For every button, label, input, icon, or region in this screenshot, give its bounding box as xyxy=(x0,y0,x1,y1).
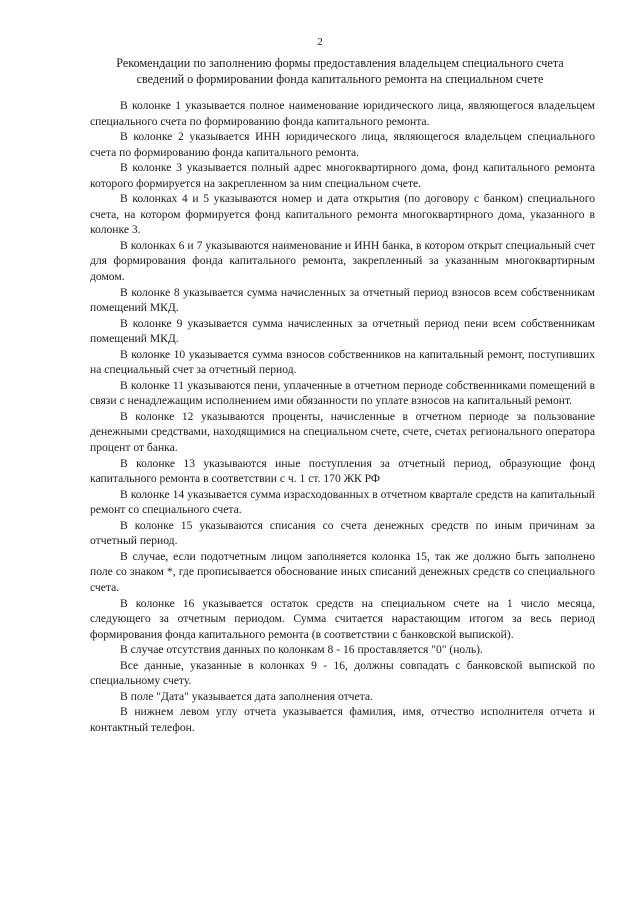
paragraph-column-11: В колонке 11 указываются пени, уплаченные в отчетном периоде собственниками помещений в связи с ненадлежащим исполнением ими обязанности по уплате взносов на капитальный ремонт. xyxy=(90,378,595,408)
paragraph-column-10: В колонке 10 указывается сумма взносов собственников на капитальный ремонт, поступивших на специальный счет за отчетный период. xyxy=(90,347,595,377)
paragraph-bank-statement-match: Все данные, указанные в колонках 9 - 16, должны совпадать с банковской выпиской по специальному счету. xyxy=(90,658,595,688)
paragraph-column-2: В колонке 2 указывается ИНН юридического лица, являющегося владельцем специального счета по формированию фонда капитального ремонта. xyxy=(90,130,595,159)
paragraph-columns-4-5: В колонках 4 и 5 указываются номер и дата открытия (по договору с банком) специального счета, на котором формируется фонд капитального ремонта многоквартирного дома, указанного в колонке 3. xyxy=(90,192,595,237)
paragraph-column-1: В колонке 1 указывается полное наименование юридического лица, являющегося владельцем специального счета по формированию фонда капитального ремонта. xyxy=(90,99,595,128)
paragraph-column-3: В колонке 3 указывается полный адрес многоквартирного дома, фонд капитального ремонта которого формируется на закрепленном за ним специальном счете. xyxy=(90,161,595,190)
paragraph-columns-6-7: В колонках 6 и 7 указываются наименование и ИНН банка, в котором открыт специальный счет для формирования фонда капитального ремонта, закрепленный за указанным многоквартирным домом. xyxy=(90,238,595,284)
paragraph-executor-info: В нижнем левом углу отчета указывается фамилия, имя, отчество исполнителя отчета и контактный телефон. xyxy=(90,705,595,734)
paragraph-column-15: В колонке 15 указываются списания со счета денежных средств по иным причинам за отчетный период. xyxy=(90,518,595,548)
document-title-line-1: Рекомендации по заполнению формы предоставления владельцем специального счета xyxy=(116,56,564,70)
paragraph-column-15-note: В случае, если подотчетным лицом заполняется колонка 15, так же должно быть заполнено поле со знаком *, где прописывается обоснование иных списаний денежных средств со специального счета. xyxy=(90,549,595,594)
page-number: 2 xyxy=(317,36,323,48)
paragraph-column-16: В колонке 16 указывается остаток средств на специальном счете на 1 число месяца, следующего за отчетным периодом. Сумма считается нарастающим итогом за весь период формирования фонда капитального ремонта (в соответствии с банковской выпиской). xyxy=(90,596,595,641)
paragraph-column-14: В колонке 14 указывается сумма израсходованных в отчетном квартале средств на капитальный ремонт со специального счета. xyxy=(90,487,595,517)
paragraph-no-data-zero: В случае отсутствия данных по колонкам 8 - 16 проставляется "0" (ноль). xyxy=(120,643,483,657)
paragraph-column-9: В колонке 9 указывается сумма начисленных за отчетный период пени всем собственникам помещений МКД. xyxy=(90,316,595,346)
paragraph-column-12: В колонке 12 указываются проценты, начисленные в отчетном периоде за пользование денежными средствами, находящимися на специальном счете, счете, счетах регионального оператора процент от банка. xyxy=(90,409,595,455)
document-body xyxy=(90,98,595,735)
paragraph-column-13: В колонке 13 указываются иные поступления за отчетный период, образующие фонд капитального ремонта в соответствии с ч. 1 ст. 170 ЖК РФ xyxy=(90,456,595,486)
paragraph-date-field: В поле "Дата" указывается дата заполнения отчета. xyxy=(120,689,373,703)
paragraph-column-8: В колонке 8 указывается сумма начисленных за отчетный период взносов всем собственникам помещений МКД. xyxy=(90,285,595,315)
document-title-line-2: сведений о формировании фонда капитального ремонта на специальном счете xyxy=(136,72,544,86)
document-title xyxy=(70,55,610,87)
